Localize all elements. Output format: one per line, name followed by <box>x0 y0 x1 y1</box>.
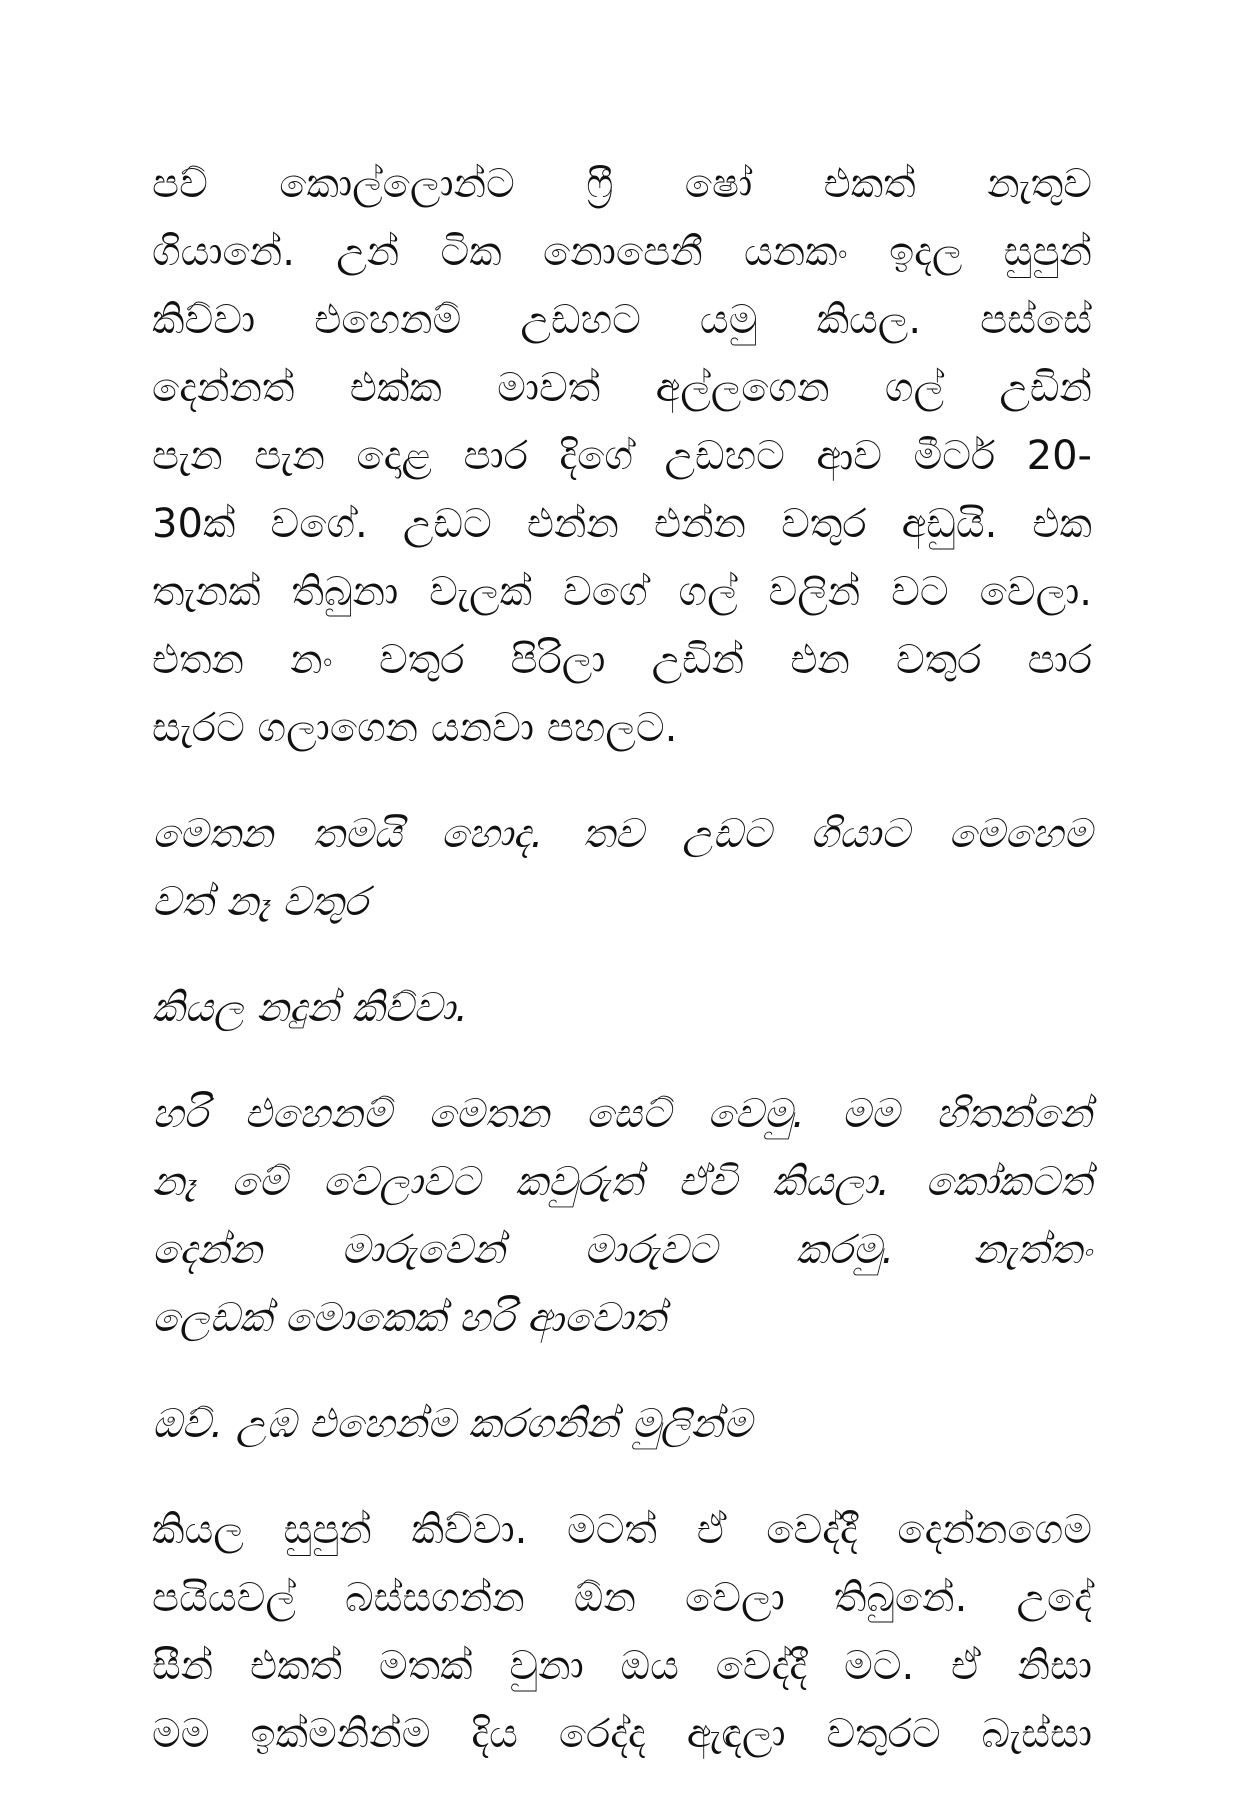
text-line: ගියානේ. උන් ටික නොපෙනී යනකං ඉදල සුපුන් <box>152 229 1092 275</box>
text-line: මෙතන තමයි හොද. තව උඩට ගියාට මෙහෙම <box>152 811 1092 857</box>
text-line: හරි එහෙනම් මෙතන සෙට් වෙමු. මම හිතන්නේ <box>152 1091 1092 1137</box>
dialogue-paragraph <box>152 974 1092 1042</box>
text-line: පව් කොල්ලොන්ට ෆ්‍රී ෂෝ එකත් නැතුව <box>152 161 1092 207</box>
dialogue-paragraph <box>152 800 1092 936</box>
text-line: සැරට ගලාගෙන යනවා පහලට. <box>152 705 678 751</box>
text-line: සීන් එකත් මතක් වුනා ඔය වෙද්දී මට. ඒ නිසා <box>152 1643 1092 1689</box>
paragraph <box>152 150 1092 762</box>
text-line: නෑ මේ වෙලාවට කවුරුත් ඒවි කියලා. කෝකටත් <box>152 1159 1092 1205</box>
dialogue-paragraph <box>152 1390 1092 1458</box>
body-text <box>152 150 1092 1806</box>
text-line: තැනක් තිබුනා වැලක් වගේ ගල් වලින් වට වෙලා. <box>152 569 1092 615</box>
text-line: පැන පැන දොළ පාර දිගේ උඩහට ආව මීටර් 20- <box>152 433 1092 479</box>
text-line: දෙන්නත් එක්ක මාවත් අල්ලගෙන ගල් උඩින් <box>152 365 1092 411</box>
text-line: මම ඉක්මනින්ම දිය රෙද්ද ඇඳලා වතුරට බැස්සා <box>152 1711 1092 1757</box>
text-line: කිව්වා එහෙනම් උඩහට යමු කියල. පස්සේ <box>152 297 1092 343</box>
text-line: කියල සුපුන් කිව්වා. මටත් ඒ වෙද්දී දෙන්නගෙම <box>152 1507 1092 1553</box>
paragraph <box>152 1496 1092 1768</box>
text-line: එතන නං වතුර පිරිලා උඩින් එන වතුර පාර <box>152 637 1092 683</box>
text-line: කියල නදුන් කිව්වා. <box>152 985 468 1031</box>
dialogue-paragraph <box>152 1080 1092 1352</box>
text-line: 30ක් වගේ. උඩට එන්න එන්න වතුර අඩුයි. එක <box>152 501 1092 547</box>
text-line: දෙන්න මාරුවෙන් මාරුවට කරමු. නැත්තං <box>152 1227 1092 1273</box>
text-line: පයියවල් බස්සගන්න ඕන වෙලා තිබුනේ. උදේ <box>152 1575 1092 1621</box>
text-line: ඔව්. උඹ එහෙන්ම කරගනින් මුලින්ම <box>152 1401 752 1447</box>
text-line: වත් නෑ වතුර <box>152 879 368 925</box>
text-line: ලෙඩක් මොකෙක් හරි ආවොත් <box>152 1295 666 1341</box>
